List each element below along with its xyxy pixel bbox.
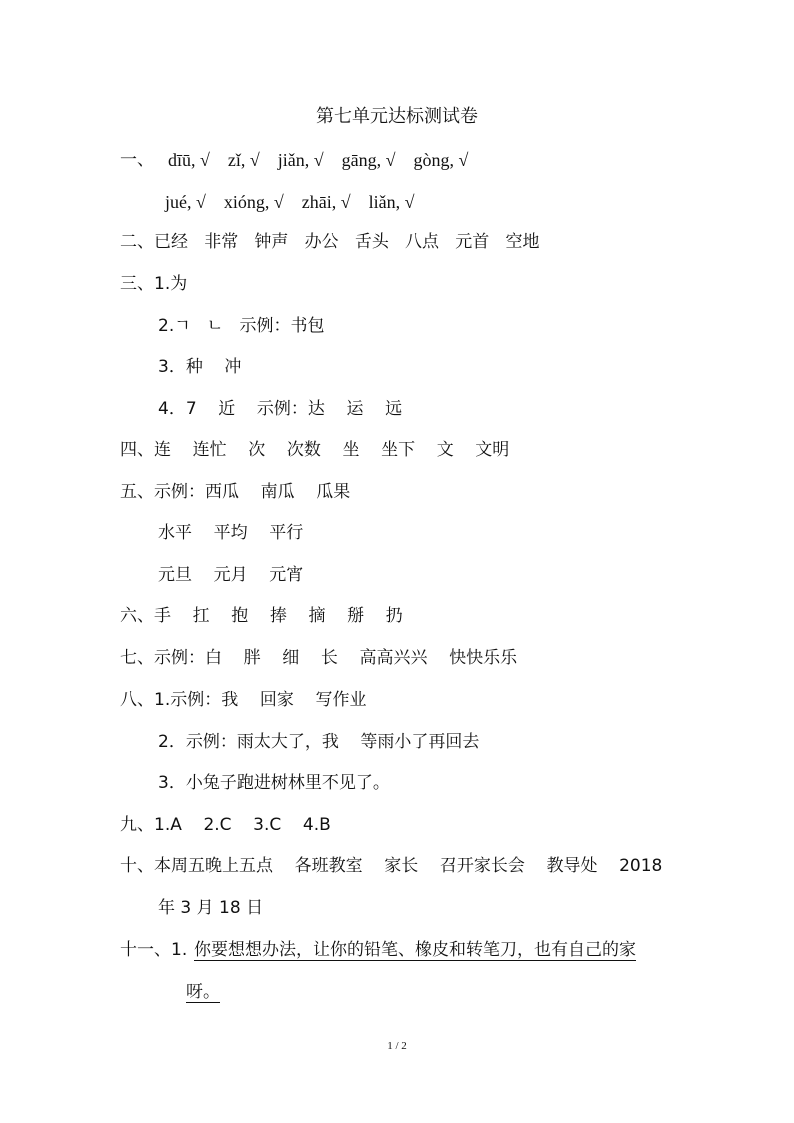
answer-5-2: 水平 平均 平行	[158, 523, 304, 543]
answer-3-2: 2.ㄱ ㄴ 示例：书包	[158, 316, 325, 336]
answer-10-1: 十、本周五晚上五点 各班教室 家长 召开家长会 教导处 2018	[120, 856, 663, 876]
answer-5-3: 元旦 元月 元宵	[158, 565, 304, 585]
answer-1-row2: jué, √ xióng, √ zhāi, √ liǎn, √	[165, 192, 415, 212]
answer-1-label: 一、	[120, 150, 154, 170]
page-number: 1 / 2	[387, 1040, 407, 1052]
answer-5-1: 五、示例：西瓜 南瓜 瓜果	[120, 482, 351, 502]
page-title: 第七单元达标测试卷	[316, 106, 478, 127]
answer-3-3: 3．种 冲	[158, 357, 242, 377]
answer-3-4: 4．7 近 示例：达 运 远	[158, 399, 403, 419]
answer-10-2: 年 3 月 18 日	[158, 898, 264, 918]
answer-1-row1: dīū, √ zǐ, √ jiǎn, √ gāng, √ gòng, √	[168, 150, 469, 170]
answer-11-line2: 呀。	[186, 982, 220, 1002]
answer-6: 六、手 扛 抱 捧 摘 掰 扔	[120, 606, 403, 626]
answer-7: 七、示例：白 胖 细 长 高高兴兴 快快乐乐	[120, 648, 518, 668]
answer-2: 二、已经 非常 钟声 办公 舌头 八点 元首 空地	[120, 232, 540, 252]
answer-11-label: 十一、1.	[120, 940, 188, 960]
answer-8-3: 3．小兔子跑进树林里不见了。	[158, 773, 390, 793]
answer-9: 九、1.A 2.C 3.C 4.B	[120, 815, 331, 835]
answer-8-2: 2．示例：雨太大了，我 等雨小了再回去	[158, 732, 480, 752]
answer-3-1: 三、1.为	[120, 274, 188, 294]
answer-8-1: 八、1.示例：我 回家 写作业	[120, 690, 367, 710]
answer-4: 四、连 连忙 次 次数 坐 坐下 文 文明	[120, 440, 510, 460]
answer-11-line1: 你要想想办法，让你的铅笔、橡皮和转笔刀，也有自己的家	[194, 940, 636, 960]
